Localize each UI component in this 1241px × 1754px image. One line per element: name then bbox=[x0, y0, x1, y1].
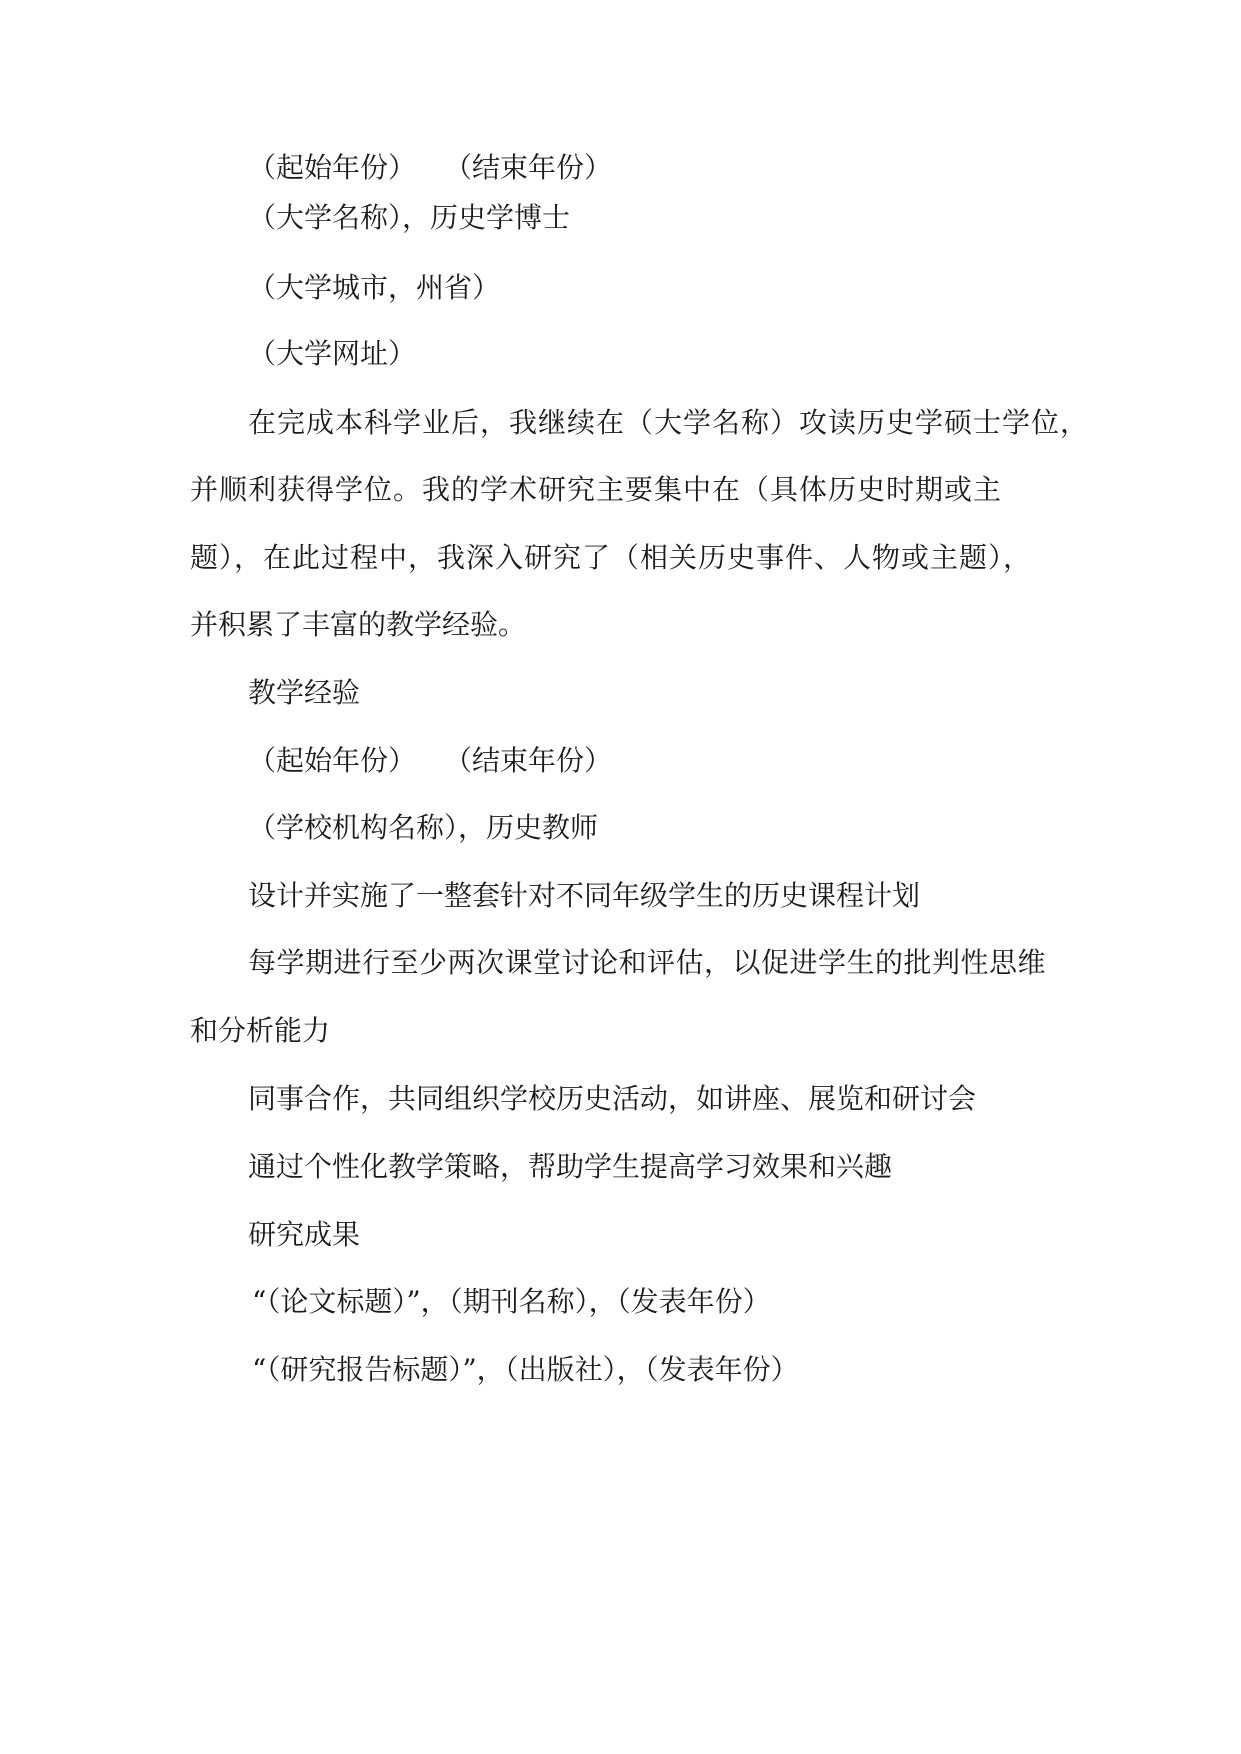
teaching-heading: 教学经验 bbox=[248, 676, 361, 709]
research-item: “（论文标题）”，（期刊名称），（发表年份） bbox=[252, 1285, 771, 1318]
education-paragraph-line: 在完成本科学业后，我继续在（大学名称）攻读历史学硕士学位， bbox=[248, 406, 1090, 439]
education-years: （起始年份） （结束年份） bbox=[248, 151, 613, 184]
research-item: “（研究报告标题）”，（出版社），（发表年份） bbox=[252, 1353, 799, 1386]
education-paragraph-line: 并顺利获得学位。我的学术研究主要集中在（具体历史时期或主 bbox=[190, 473, 1003, 506]
teaching-item: 通过个性化教学策略，帮助学生提高学习效果和兴趣 bbox=[248, 1150, 893, 1183]
education-paragraph-line: 题），在此过程中，我深入研究了（相关历史事件、人物或主题）， bbox=[190, 541, 1033, 574]
education-university-url: （大学网址） bbox=[248, 337, 417, 370]
education-university-degree: （大学名称），历史学博士 bbox=[248, 201, 571, 234]
education-university-location: （大学城市，州省） bbox=[248, 271, 501, 304]
teaching-item: 每学期进行至少两次课堂讨论和评估，以促进学生的批判性思维 bbox=[248, 946, 1047, 979]
teaching-years: （起始年份） （结束年份） bbox=[248, 744, 613, 777]
teaching-item: 同事合作，共同组织学校历史活动，如讲座、展览和研讨会 bbox=[248, 1082, 977, 1115]
teaching-item: 设计并实施了一整套针对不同年级学生的历史课程计划 bbox=[248, 879, 921, 912]
research-heading: 研究成果 bbox=[248, 1218, 361, 1251]
teaching-position: （学校机构名称），历史教师 bbox=[248, 811, 599, 844]
education-paragraph-line: 并积累了丰富的教学经验。 bbox=[190, 608, 527, 641]
teaching-item: 和分析能力 bbox=[190, 1014, 331, 1047]
